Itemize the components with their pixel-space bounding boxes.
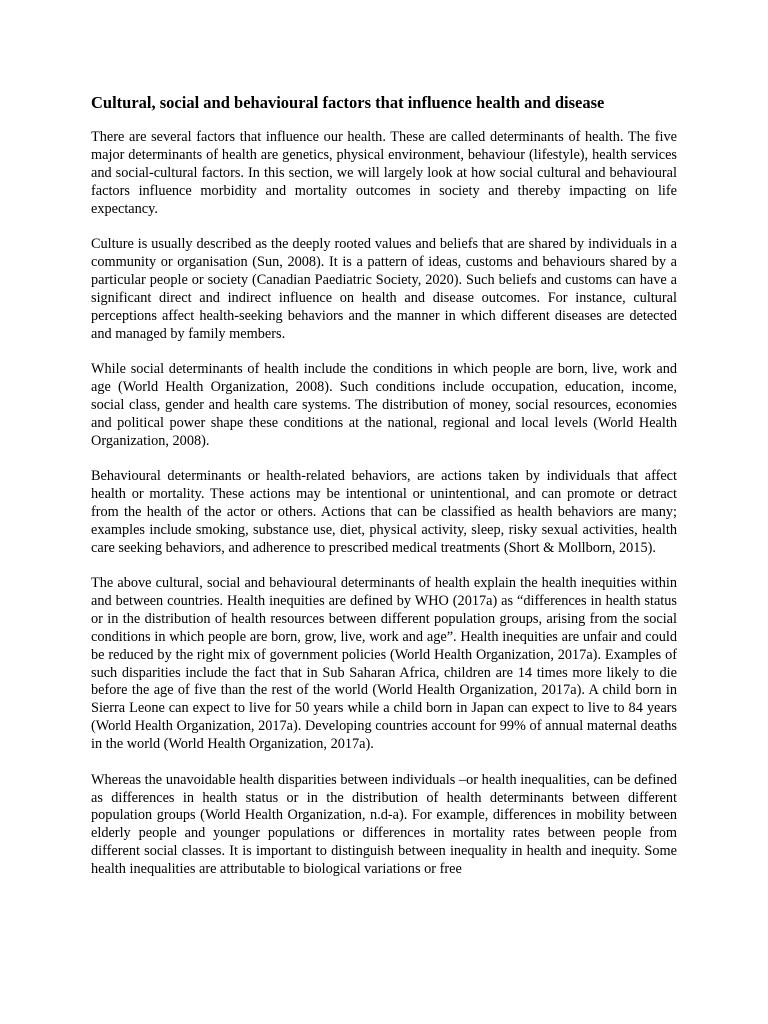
paragraph-behavioural-determinants: Behavioural determinants or health-related behaviors, are actions taken by individuals that affect health or mortality. These actions may be intentional or unintentional, and can promote or detract from the health of the actor or others. Actions that can be classified as health behaviors are many; examples include smoking, substance use, diet, physical activity, sleep, risky sexual activities, health care seeking behaviors, and adherence to prescribed medical treatments (Short & Mollborn, 2015). [91,468,677,556]
paragraph-culture: Culture is usually described as the deeply rooted values and beliefs that are shared by individuals in a community or organisation (Sun, 2008). It is a pattern of ideas, customs and behaviours shared by a particular people or society (Canadian Paediatric Society, 2020). Such beliefs and customs can have a significant direct and indirect influence on health and disease outcomes. For instance, cultural perceptions affect health-seeking behaviors and the manner in which different diseases are detected and managed by family members. [91,236,677,342]
document-title: Cultural, social and behavioural factors that influence health and disease [91,93,605,112]
paragraph-determinants-intro: There are several factors that influence our health. These are called determinants of health. The five major determinants of health are genetics, physical environment, behaviour (lifestyle), health services and social-cultural factors. In this section, we will largely look at how social cultural and behavioural factors influence morbidity and mortality outcomes in society and thereby impacting on life expectancy. [91,129,677,217]
paragraph-health-inequalities: Whereas the unavoidable health disparities between individuals –or health inequalities, can be defined as differences in health status or in the distribution of health determinants between different population groups (World Health Organization, n.d-a). For example, differences in mobility between elderly people and younger populations or differences in mortality rates between people from different social classes. It is important to distinguish between inequality in health and inequity. Some health inequalities are attributable to biological variations or free [91,771,677,878]
document-body [91,92,677,897]
paragraph-health-inequities: The above cultural, social and behavioural determinants of health explain the health inequities within and between countries. Health inequities are defined by WHO (2017a) as “differences in health status or in the distribution of health resources between different population groups, arising from the social conditions in which people are born, grow, live, work and age”. Health inequities are unfair and could be reduced by the right mix of government policies (World Health Organization, 2017a). Examples of such disparities include the fact that in Sub Saharan Africa, children are 14 times more likely to die before the age of five than the rest of the world (World Health Organization, 2017a). A child born in Sierra Leone can expect to live for 50 years while a child born in Japan can expect to live to 84 years (World Health Organization, 2017a). Developing countries account for 99% of annual maternal deaths in the world (World Health Organization, 2017a). [91,575,677,753]
paragraph-social-determinants: While social determinants of health include the conditions in which people are born, live, work and age (World Health Organization, 2008). Such conditions include occupation, education, income, social class, gender and health care systems. The distribution of money, social resources, economies and political power shape these conditions at the national, regional and local levels (World Health Organization, 2008). [91,360,677,449]
